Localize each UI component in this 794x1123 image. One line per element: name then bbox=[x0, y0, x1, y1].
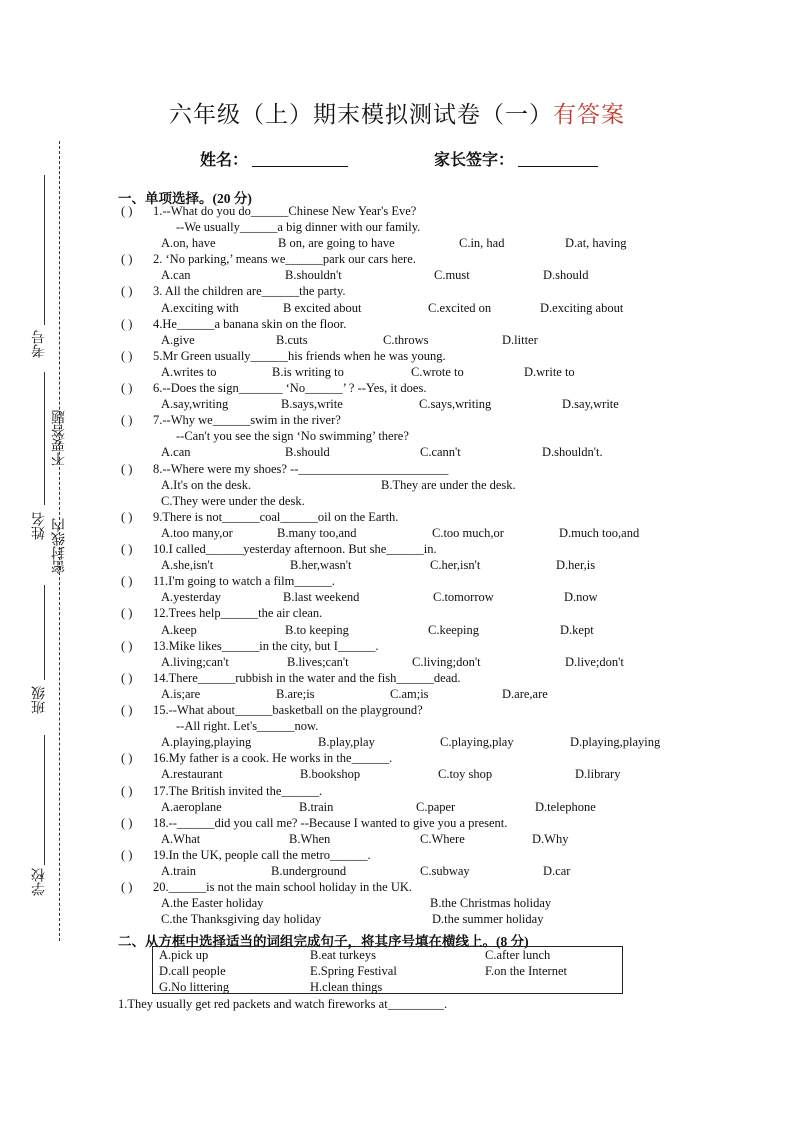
option-b: B.the Christmas holiday bbox=[430, 896, 552, 910]
option-c: C.playing,play bbox=[440, 735, 514, 749]
option-c: C.excited on bbox=[428, 301, 492, 315]
option-c: C.tomorrow bbox=[433, 590, 494, 604]
option-d: D.say,write bbox=[562, 397, 619, 411]
answer-paren[interactable]: ( ) bbox=[121, 284, 133, 298]
option-a: A.the Easter holiday bbox=[161, 896, 264, 910]
answer-paren[interactable]: ( ) bbox=[121, 880, 133, 894]
answer-paren[interactable]: ( ) bbox=[121, 317, 133, 331]
option-b: B.shouldn't bbox=[285, 268, 342, 282]
option-c: C.subway bbox=[420, 864, 470, 878]
option-d: D.shouldn't. bbox=[542, 445, 603, 459]
exam-no-label: 考号 bbox=[32, 330, 47, 358]
seal-line-label: 密封线内 bbox=[52, 518, 67, 574]
option-d: D.exciting about bbox=[540, 301, 624, 315]
answer-paren[interactable]: ( ) bbox=[121, 784, 133, 798]
option-d: D.her,is bbox=[556, 558, 596, 572]
option-d: D.should bbox=[543, 268, 589, 282]
option-b: B.says,write bbox=[281, 397, 343, 411]
question-stem: 12.Trees help______the air clean. bbox=[153, 606, 323, 620]
question-stem: 2. ‘No parking,’ means we______park our cars here. bbox=[153, 252, 416, 266]
answer-paren[interactable]: ( ) bbox=[121, 848, 133, 862]
phrase-f: F.on the Internet bbox=[485, 964, 567, 978]
option-d: D.much too,and bbox=[559, 526, 640, 540]
option-b: B.is writing to bbox=[272, 365, 344, 379]
answer-paren[interactable]: ( ) bbox=[121, 606, 133, 620]
question-sub: --All right. Let's______now. bbox=[176, 719, 319, 733]
answer-paren[interactable]: ( ) bbox=[121, 574, 133, 588]
school-label: 学校 bbox=[32, 868, 47, 896]
option-d: D.kept bbox=[560, 623, 594, 637]
name-line bbox=[44, 390, 45, 505]
answer-paren[interactable]: ( ) bbox=[121, 703, 133, 717]
option-a: A.What bbox=[161, 832, 201, 846]
title-answer: 有答案 bbox=[553, 102, 625, 127]
option-a: A.on, have bbox=[161, 236, 216, 250]
option-b: B.bookshop bbox=[300, 767, 361, 781]
question-stem: 1.--What do you do______Chinese New Year's Eve? bbox=[153, 204, 417, 218]
option-a: A.she,isn't bbox=[161, 558, 214, 572]
question-stem: 15.--What about______basketball on the playground? bbox=[153, 703, 423, 717]
option-d: D.car bbox=[543, 864, 571, 878]
option-b: B on, are going to have bbox=[278, 236, 395, 250]
option-b: B.last weekend bbox=[283, 590, 360, 604]
option-c: C.in, had bbox=[459, 236, 505, 250]
option-c: C.toy shop bbox=[438, 767, 493, 781]
option-a: A.restaurant bbox=[161, 767, 223, 781]
answer-paren[interactable]: ( ) bbox=[121, 413, 133, 427]
option-a: A.say,writing bbox=[161, 397, 229, 411]
question-stem: 3. All the children are______the party. bbox=[153, 284, 346, 298]
question-sub: --Can't you see the sign ‘No swimming’ there? bbox=[176, 429, 409, 443]
no-answer-label: 不要答题 bbox=[52, 410, 67, 466]
option-a: A.yesterday bbox=[161, 590, 222, 604]
option-d: D.playing,playing bbox=[570, 735, 661, 749]
margin-name-label: 姓名 bbox=[32, 512, 47, 540]
answer-paren[interactable]: ( ) bbox=[121, 381, 133, 395]
option-c: C.keeping bbox=[428, 623, 480, 637]
section1-title: 一、单项选择。(20 分) bbox=[118, 191, 252, 206]
option-d: D.are,are bbox=[502, 687, 548, 701]
option-d: D.Why bbox=[532, 832, 569, 846]
class-line bbox=[44, 585, 45, 680]
option-c: C.her,isn't bbox=[430, 558, 481, 572]
option-c: C.Where bbox=[420, 832, 465, 846]
option-a: A.too many,or bbox=[161, 526, 233, 540]
question-stem: 5.Mr Green usually______his friends when he was young. bbox=[153, 349, 446, 363]
option-a: A.playing,playing bbox=[161, 735, 252, 749]
option-c: C.wrote to bbox=[411, 365, 464, 379]
option-c: C.says,writing bbox=[419, 397, 492, 411]
option-d: D.live;don't bbox=[565, 655, 624, 669]
question-stem: 7.--Why we______swim in the river? bbox=[153, 413, 341, 427]
option-a: A.is;are bbox=[161, 687, 201, 701]
option-a: A.It's on the desk. bbox=[161, 478, 252, 492]
question-stem: 16.My father is a cook. He works in the______. bbox=[153, 751, 393, 765]
option-b: B.should bbox=[285, 445, 330, 459]
option-a: A.writes to bbox=[161, 365, 217, 379]
title-main: 六年级（上）期末模拟测试卷（一） bbox=[169, 102, 553, 127]
answer-paren[interactable]: ( ) bbox=[121, 671, 133, 685]
option-a: A.exciting with bbox=[161, 301, 239, 315]
phrase-h: H.clean things bbox=[310, 980, 383, 994]
option-b: B.When bbox=[289, 832, 331, 846]
question-sub: --We usually______a big dinner with our family. bbox=[176, 220, 421, 234]
option-b: B.are;is bbox=[276, 687, 315, 701]
answer-paren[interactable]: ( ) bbox=[121, 252, 133, 266]
name-row bbox=[200, 147, 598, 170]
answer-paren[interactable]: ( ) bbox=[121, 816, 133, 830]
option-b: B.lives;can't bbox=[287, 655, 349, 669]
option-c: C.living;don't bbox=[412, 655, 481, 669]
page-title bbox=[0, 96, 794, 129]
option-b: B.They are under the desk. bbox=[381, 478, 516, 492]
parent-signature-blank[interactable] bbox=[518, 152, 598, 167]
question-stem: 14.There______rubbish in the water and the fish______dead. bbox=[153, 671, 461, 685]
option-b: B.play,play bbox=[318, 735, 375, 749]
phrase-e: E.Spring Festival bbox=[310, 964, 397, 978]
option-a: A.keep bbox=[161, 623, 197, 637]
option-a: A.train bbox=[161, 864, 197, 878]
option-a: A.aeroplane bbox=[161, 800, 222, 814]
answer-paren[interactable]: ( ) bbox=[121, 639, 133, 653]
question-stem: 18.--______did you call me? --Because I wanted to give you a present. bbox=[153, 816, 508, 830]
option-c: C.the Thanksgiving day holiday bbox=[161, 912, 322, 926]
option-d: D.write to bbox=[524, 365, 575, 379]
option-d: D.at, having bbox=[565, 236, 627, 250]
question-stem: 20.______is not the main school holiday in the UK. bbox=[153, 880, 413, 894]
phrase-a: A.pick up bbox=[159, 948, 209, 962]
option-d: D.litter bbox=[502, 333, 538, 347]
option-c: C.must bbox=[434, 268, 470, 282]
option-b: B.to keeping bbox=[285, 623, 349, 637]
option-d: D.the summer holiday bbox=[432, 912, 544, 926]
option-c: C.throws bbox=[383, 333, 429, 347]
option-a: A.can bbox=[161, 268, 191, 282]
option-c: C.too much,or bbox=[432, 526, 504, 540]
question-stem: 11.I'm going to watch a film______. bbox=[153, 574, 335, 588]
answer-paren[interactable]: ( ) bbox=[121, 542, 133, 556]
question-stem: 17.The British invited the______. bbox=[153, 784, 323, 798]
answer-paren[interactable]: ( ) bbox=[121, 462, 133, 476]
question-stem: 13.Mike likes______in the city, but I______. bbox=[153, 639, 379, 653]
option-a: A.living;can't bbox=[161, 655, 229, 669]
name-blank[interactable] bbox=[252, 152, 348, 167]
question-stem: 8.--Where were my shoes? --________________________ bbox=[153, 462, 449, 476]
question-stem: 9.There is not______coal______oil on the Earth. bbox=[153, 510, 399, 524]
option-c: C.They were under the desk. bbox=[161, 494, 305, 508]
option-a: A.can bbox=[161, 445, 191, 459]
phrase-c: C.after lunch bbox=[485, 948, 551, 962]
question-stem: 6.--Does the sign_______ ‘No______’ ? --Yes, it does. bbox=[153, 381, 427, 395]
option-d: D.library bbox=[575, 767, 621, 781]
class-label: 班级 bbox=[32, 686, 47, 714]
phrase-b: B.eat turkeys bbox=[310, 948, 376, 962]
answer-paren[interactable]: ( ) bbox=[121, 751, 133, 765]
option-c: C.cann't bbox=[420, 445, 461, 459]
option-b: B.many too,and bbox=[277, 526, 357, 540]
option-d: D.telephone bbox=[535, 800, 596, 814]
option-b: B.cuts bbox=[276, 333, 308, 347]
option-b: B.underground bbox=[271, 864, 347, 878]
answer-paren[interactable]: ( ) bbox=[121, 510, 133, 524]
question-stem: 4.He______a banana skin on the floor. bbox=[153, 317, 347, 331]
section2-title: 二、从方框中选择适当的词组完成句子，将其序号填在横线上。(8 分) bbox=[118, 934, 529, 949]
option-c: C.paper bbox=[416, 800, 456, 814]
answer-paren[interactable]: ( ) bbox=[121, 349, 133, 363]
option-a: A.give bbox=[161, 333, 195, 347]
fill-question-1: 1.They usually get red packets and watch fireworks at_________. bbox=[118, 997, 448, 1011]
school-line bbox=[44, 735, 45, 865]
answer-paren[interactable]: ( ) bbox=[121, 204, 133, 218]
parent-signature-label: 家长签字： bbox=[434, 152, 515, 169]
phrase-d: D.call people bbox=[159, 964, 226, 978]
phrase-g: G.No littering bbox=[159, 980, 230, 994]
question-stem: 10.I called______yesterday afternoon. But she______in. bbox=[153, 542, 437, 556]
option-b: B excited about bbox=[283, 301, 362, 315]
exam-no-line bbox=[44, 175, 45, 325]
option-b: B.her,wasn't bbox=[290, 558, 352, 572]
option-b: B.train bbox=[299, 800, 334, 814]
option-d: D.now bbox=[564, 590, 598, 604]
question-stem: 19.In the UK, people call the metro______. bbox=[153, 848, 371, 862]
name-label: 姓名： bbox=[200, 152, 249, 169]
phrase-box bbox=[152, 946, 623, 994]
option-c: C.am;is bbox=[390, 687, 429, 701]
